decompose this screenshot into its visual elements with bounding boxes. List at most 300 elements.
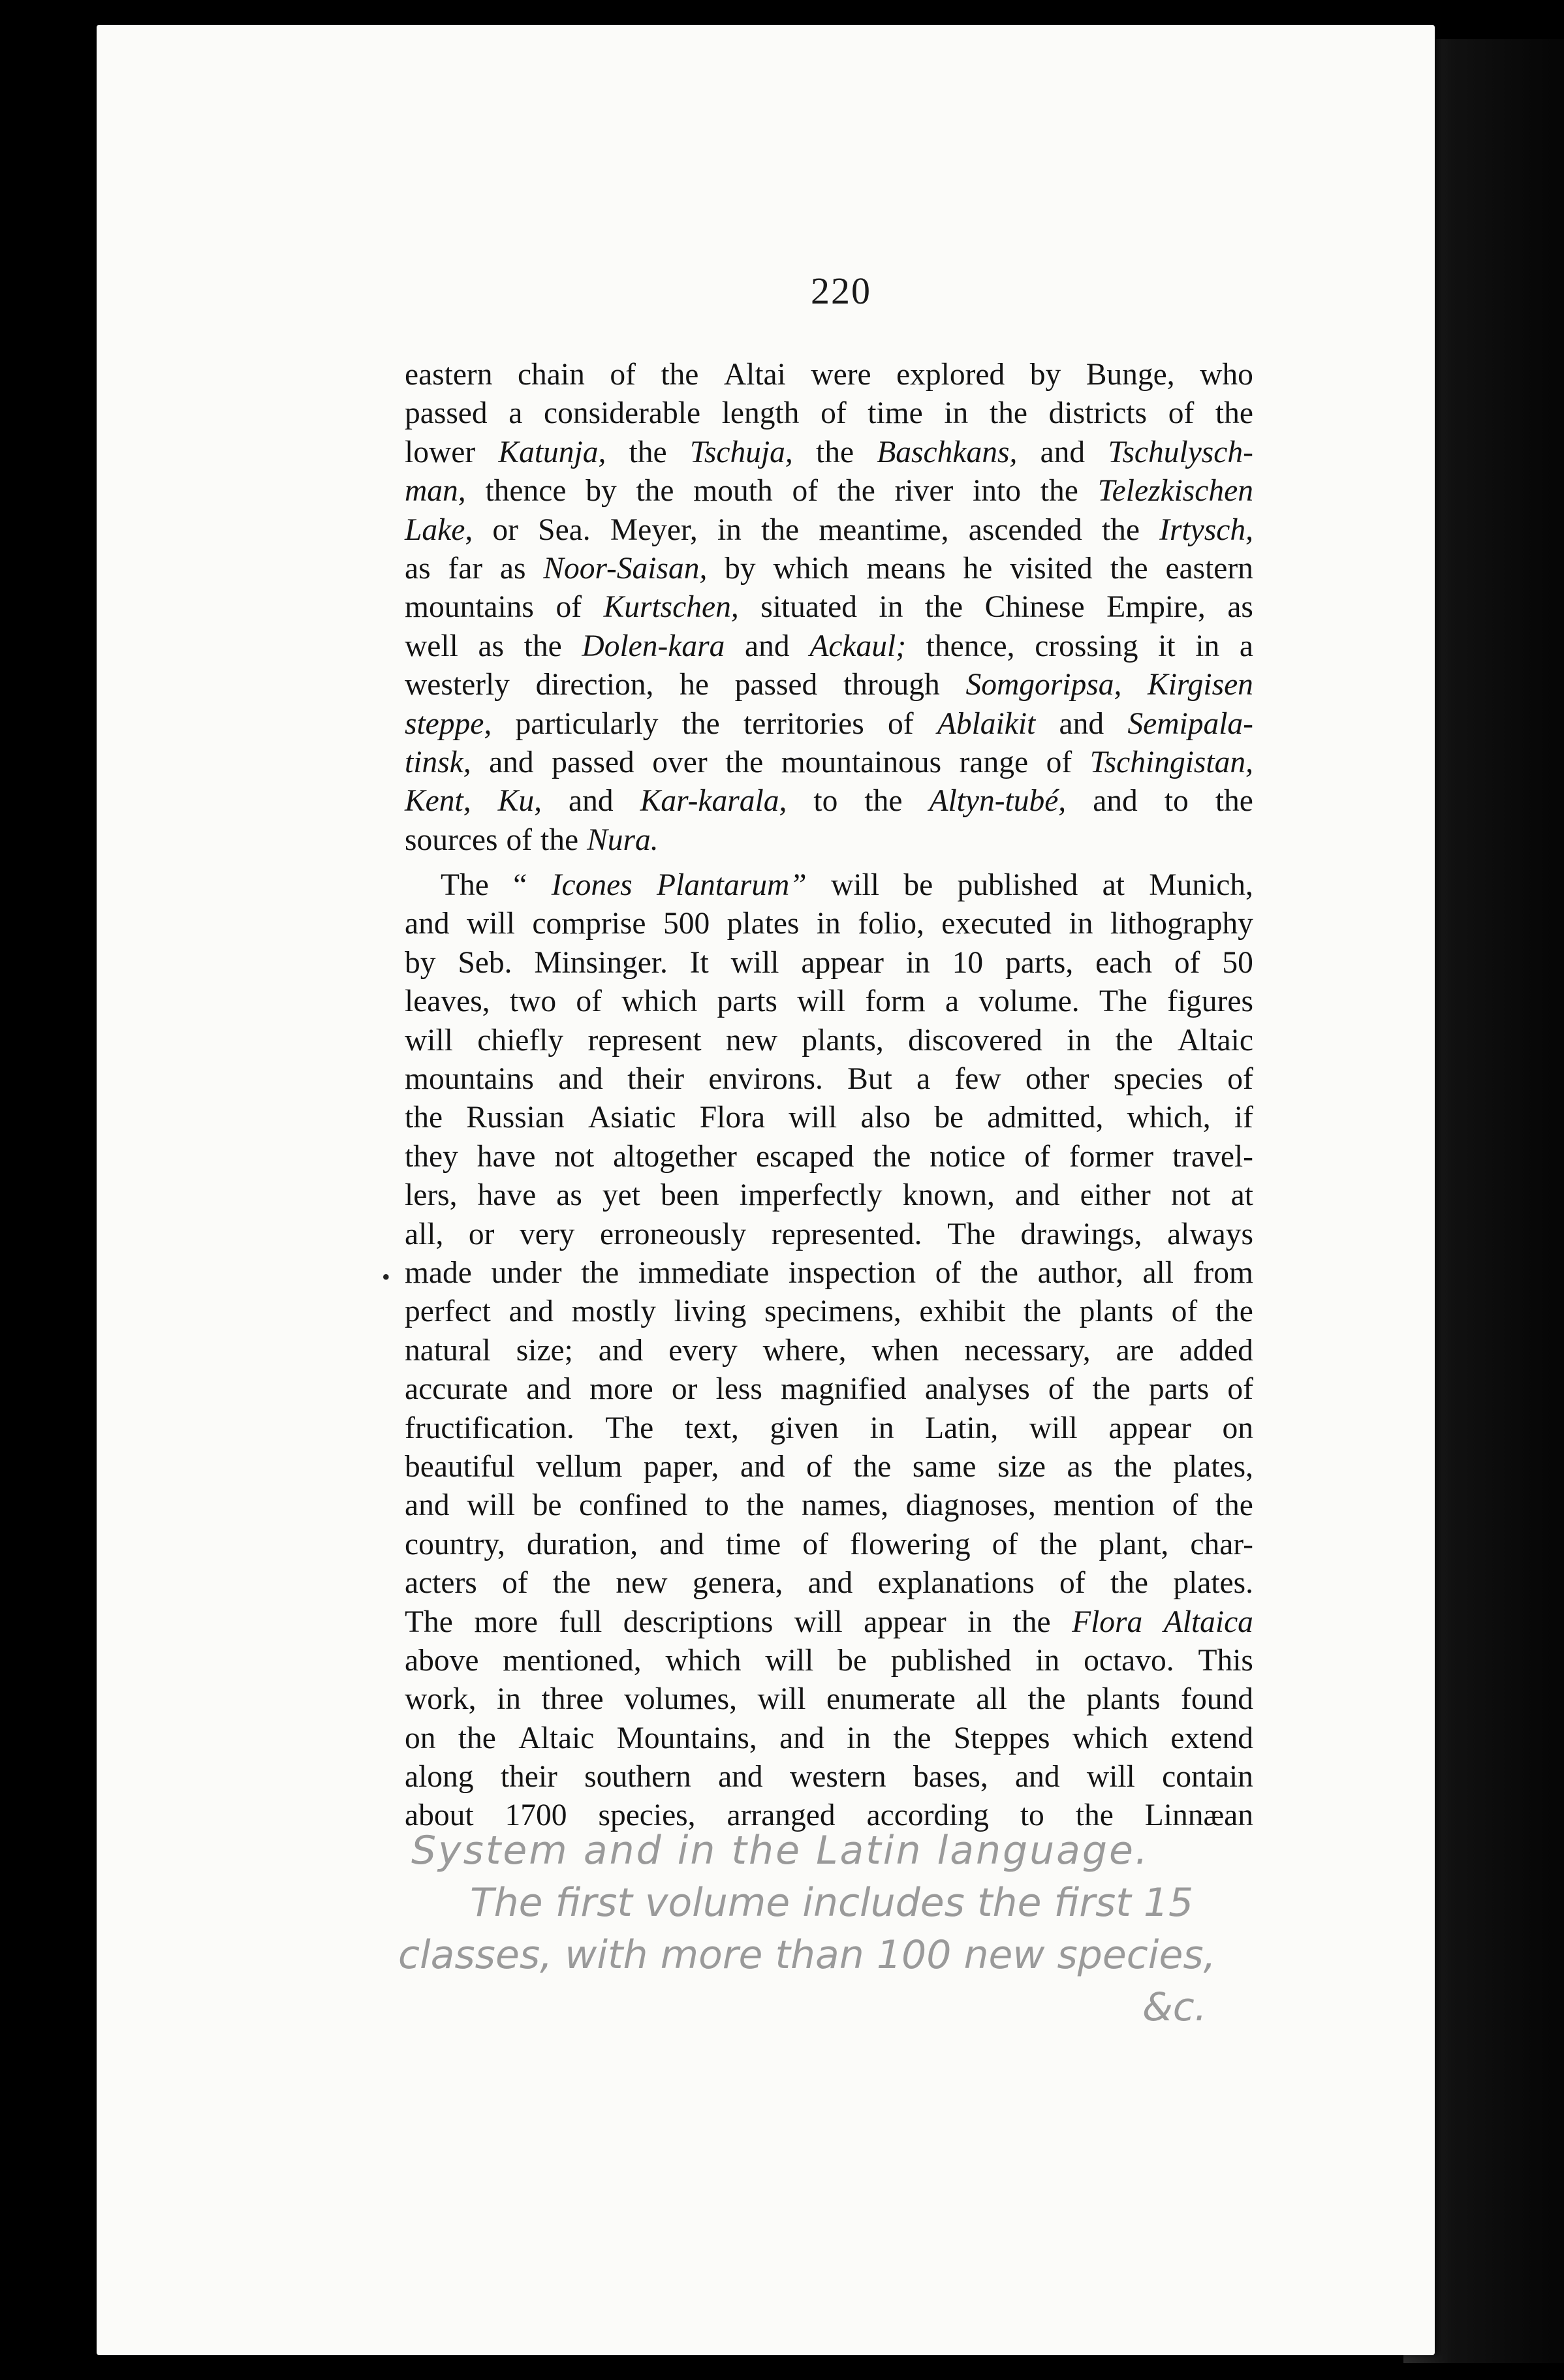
word: will bbox=[730, 945, 779, 980]
italic-word: Altyn-tubé, bbox=[929, 784, 1067, 819]
word: a bbox=[508, 396, 523, 431]
italic-word: Tschuja, bbox=[689, 435, 793, 469]
word: appear bbox=[864, 1605, 946, 1639]
word: over bbox=[652, 745, 708, 779]
word: by bbox=[405, 945, 436, 980]
word: Linnæan bbox=[1144, 1798, 1253, 1833]
text-line bbox=[405, 782, 1253, 821]
italic-word: Somgoripsa, bbox=[965, 668, 1122, 702]
word: mountainous bbox=[781, 745, 942, 779]
word: Latin, bbox=[925, 1411, 999, 1445]
word: very bbox=[520, 1217, 575, 1251]
word: by bbox=[1029, 358, 1061, 392]
word: and bbox=[745, 629, 790, 663]
text-line bbox=[405, 821, 1253, 860]
word: when bbox=[871, 1333, 939, 1368]
word: the bbox=[1115, 1023, 1153, 1057]
word: at bbox=[1230, 1178, 1253, 1213]
word: of bbox=[576, 984, 602, 1019]
word: the bbox=[893, 1721, 931, 1755]
text-line bbox=[405, 1176, 1253, 1215]
word: bases, bbox=[913, 1760, 988, 1794]
word: which bbox=[665, 1643, 742, 1678]
text-line bbox=[405, 1526, 1253, 1564]
word: volumes, bbox=[624, 1682, 737, 1717]
word: the bbox=[524, 629, 562, 663]
text-line bbox=[405, 588, 1253, 627]
word: direction, bbox=[535, 668, 654, 702]
word: either bbox=[1080, 1178, 1151, 1213]
word: in bbox=[905, 945, 930, 980]
italic-word: Telezkischen bbox=[1097, 474, 1253, 509]
word: of bbox=[610, 358, 636, 392]
text-line bbox=[405, 982, 1253, 1021]
word: The bbox=[405, 1605, 453, 1639]
word: will bbox=[797, 984, 846, 1019]
text-line bbox=[405, 1332, 1253, 1370]
word: other bbox=[1025, 1062, 1089, 1097]
word: are bbox=[1116, 1333, 1154, 1368]
italic-word: Irtysch, bbox=[1159, 512, 1253, 547]
word: plates. bbox=[1173, 1566, 1253, 1601]
word: and bbox=[508, 1294, 554, 1329]
word: into bbox=[973, 474, 1022, 509]
word: passed bbox=[552, 745, 634, 779]
word: the bbox=[1040, 474, 1078, 509]
handwritten-line: System and in the Latin language. bbox=[411, 1828, 1150, 1873]
italic-word: Kent, bbox=[405, 784, 471, 819]
word: which bbox=[1072, 1721, 1148, 1755]
text-line bbox=[405, 1564, 1253, 1603]
word: exhibit bbox=[919, 1294, 1006, 1329]
word: arranged bbox=[727, 1798, 836, 1833]
word: as bbox=[499, 551, 526, 586]
word: of bbox=[1048, 1372, 1074, 1407]
word: genera, bbox=[692, 1566, 783, 1601]
word: notice bbox=[930, 1139, 1006, 1174]
word: eastern bbox=[1165, 551, 1253, 586]
word: also bbox=[860, 1101, 911, 1135]
word: found bbox=[1181, 1682, 1253, 1717]
word: Seb. bbox=[458, 945, 512, 980]
word: means bbox=[866, 551, 946, 586]
word: Steppes bbox=[953, 1721, 1050, 1755]
word: published bbox=[890, 1643, 1012, 1678]
word: of bbox=[1172, 1488, 1198, 1523]
word: leaves, bbox=[405, 984, 490, 1019]
word: plant, bbox=[1099, 1527, 1169, 1561]
word: and bbox=[1059, 706, 1104, 741]
word: lower bbox=[405, 435, 476, 469]
word: as bbox=[1227, 590, 1253, 625]
word: acters bbox=[405, 1566, 477, 1601]
word: Bunge, bbox=[1086, 358, 1175, 392]
word: in bbox=[1069, 907, 1093, 941]
word: crossing bbox=[1035, 629, 1138, 663]
word: be bbox=[532, 1488, 562, 1523]
word: Chinese bbox=[984, 590, 1085, 625]
word: the bbox=[989, 396, 1027, 431]
word: the bbox=[1215, 1488, 1253, 1523]
word: country, bbox=[405, 1527, 505, 1561]
word: magnified bbox=[781, 1372, 907, 1407]
text-line bbox=[405, 666, 1253, 704]
word: through bbox=[843, 668, 940, 702]
word: escaped bbox=[755, 1139, 854, 1174]
word: not bbox=[554, 1139, 595, 1174]
word: The bbox=[605, 1411, 654, 1445]
italic-word: Ackaul; bbox=[809, 629, 907, 663]
word: westerly bbox=[405, 668, 510, 702]
word: flowering bbox=[849, 1527, 971, 1561]
text-line bbox=[405, 1292, 1253, 1331]
word: mountains bbox=[405, 590, 534, 625]
word: to bbox=[1164, 784, 1189, 819]
word: range bbox=[959, 745, 1029, 779]
word: and bbox=[598, 1333, 644, 1368]
word: and bbox=[1040, 435, 1086, 469]
word: the bbox=[873, 1139, 911, 1174]
italic-word: Baschkans, bbox=[877, 435, 1018, 469]
word: or bbox=[492, 512, 518, 547]
word: and bbox=[405, 907, 450, 941]
word: and bbox=[489, 745, 534, 779]
word: the bbox=[1110, 551, 1148, 586]
word: of bbox=[1059, 1566, 1086, 1601]
word: fructification. bbox=[405, 1411, 574, 1445]
text-line bbox=[405, 1409, 1253, 1448]
word: the bbox=[925, 590, 963, 625]
word: districts bbox=[1048, 396, 1148, 431]
word: been bbox=[661, 1178, 719, 1213]
word: and bbox=[807, 1566, 853, 1601]
word: full bbox=[559, 1605, 602, 1639]
word: mountains bbox=[405, 1062, 534, 1097]
word: above bbox=[405, 1643, 479, 1678]
word: he bbox=[680, 668, 709, 702]
word: in bbox=[1195, 629, 1220, 663]
word: perfect bbox=[405, 1294, 491, 1329]
word: more bbox=[589, 1372, 653, 1407]
word: inspection bbox=[788, 1255, 916, 1290]
word: the bbox=[1114, 1449, 1152, 1484]
word: Altaic bbox=[518, 1721, 595, 1755]
text-line bbox=[405, 1138, 1253, 1176]
text-line bbox=[405, 1254, 1253, 1292]
word: the bbox=[1012, 1605, 1051, 1639]
word: Empire, bbox=[1106, 590, 1206, 625]
word: admitted, bbox=[987, 1101, 1104, 1135]
word: every bbox=[668, 1333, 738, 1368]
italic-word: Dolen-kara bbox=[582, 629, 725, 663]
word: parts bbox=[717, 984, 777, 1019]
word: enumerate bbox=[826, 1682, 956, 1717]
word: Flora bbox=[699, 1101, 766, 1135]
word: the bbox=[1027, 1682, 1066, 1717]
text-line bbox=[405, 1758, 1253, 1796]
word: analyses bbox=[924, 1372, 1030, 1407]
word: thence bbox=[485, 474, 567, 509]
word: the bbox=[1101, 512, 1140, 547]
text-line bbox=[405, 394, 1253, 433]
word: 1700 bbox=[505, 1798, 567, 1833]
word: the bbox=[1075, 1798, 1114, 1833]
word: the bbox=[864, 784, 903, 819]
handwritten-line: classes, with more than 100 new species, bbox=[398, 1932, 1216, 1978]
word: The bbox=[947, 1217, 995, 1251]
word: The bbox=[1099, 984, 1148, 1019]
word: which, bbox=[1127, 1101, 1211, 1135]
word: considerable bbox=[544, 396, 701, 431]
word: a bbox=[916, 1062, 931, 1097]
word: of bbox=[506, 822, 533, 857]
word: the bbox=[1215, 784, 1253, 819]
word: and bbox=[740, 1449, 785, 1484]
word: to bbox=[813, 784, 838, 819]
word: the bbox=[980, 1255, 1018, 1290]
word: all, bbox=[405, 1217, 444, 1251]
word: have bbox=[477, 1178, 537, 1213]
text-line bbox=[405, 433, 1253, 472]
word: time bbox=[868, 396, 923, 431]
word: names, bbox=[801, 1488, 889, 1523]
word: parts bbox=[1148, 1372, 1210, 1407]
word: on bbox=[1222, 1411, 1253, 1445]
word: the bbox=[1039, 1527, 1078, 1561]
text-line bbox=[405, 705, 1253, 744]
word: octavo. bbox=[1084, 1643, 1174, 1678]
word: two bbox=[509, 984, 557, 1019]
word: the bbox=[1110, 1566, 1148, 1601]
word: discovered bbox=[908, 1023, 1042, 1057]
word: the bbox=[405, 1101, 443, 1135]
word: the bbox=[1215, 396, 1253, 431]
text-line bbox=[405, 905, 1253, 943]
word: few bbox=[954, 1062, 1001, 1097]
word: work, bbox=[405, 1682, 477, 1717]
word: territories bbox=[743, 706, 864, 741]
italic-word: Katunja, bbox=[498, 435, 606, 469]
word: western bbox=[789, 1760, 886, 1794]
word: known, bbox=[902, 1178, 995, 1213]
word: of bbox=[806, 1449, 832, 1484]
word: of bbox=[502, 1566, 528, 1601]
word: the bbox=[661, 358, 699, 392]
word: Russian bbox=[466, 1101, 565, 1135]
word: not bbox=[1170, 1178, 1211, 1213]
margin-bullet-mark: • bbox=[382, 1264, 390, 1290]
text-line bbox=[405, 356, 1253, 394]
italic-word: Kar-karala, bbox=[640, 784, 787, 819]
word: three bbox=[541, 1682, 604, 1717]
word: in bbox=[869, 1411, 894, 1445]
text-line bbox=[405, 1603, 1253, 1642]
word: comprise bbox=[532, 907, 646, 941]
word: the bbox=[540, 822, 579, 857]
word: by bbox=[586, 474, 617, 509]
word: time bbox=[725, 1527, 781, 1561]
italic-word: Lake, bbox=[405, 512, 473, 547]
word: a bbox=[945, 984, 960, 1019]
word: the bbox=[1023, 1294, 1061, 1329]
word: in bbox=[1035, 1643, 1060, 1678]
word: will bbox=[757, 1682, 806, 1717]
word: drawings, bbox=[1020, 1217, 1142, 1251]
text-line bbox=[405, 1022, 1253, 1060]
word: of bbox=[802, 1527, 828, 1561]
word: in bbox=[847, 1721, 871, 1755]
word: about bbox=[405, 1798, 474, 1833]
word: if bbox=[1234, 1101, 1253, 1135]
word: published bbox=[957, 868, 1078, 903]
word: plants bbox=[1079, 1294, 1154, 1329]
word: which bbox=[773, 551, 849, 586]
word: represented. bbox=[771, 1217, 922, 1251]
word: well bbox=[405, 629, 458, 663]
word: it bbox=[1158, 629, 1176, 663]
word: confined bbox=[579, 1488, 688, 1523]
word: meantime, bbox=[819, 512, 949, 547]
word: plates, bbox=[1173, 1449, 1253, 1484]
text-line bbox=[405, 1486, 1253, 1525]
word: Sea. bbox=[538, 512, 591, 547]
word: will bbox=[405, 1023, 453, 1057]
word: char- bbox=[1190, 1527, 1253, 1561]
word: and bbox=[1015, 1760, 1060, 1794]
word: in bbox=[1067, 1023, 1091, 1057]
word: size; bbox=[516, 1333, 573, 1368]
word: form bbox=[865, 984, 926, 1019]
italic-word: Kirgisen bbox=[1148, 668, 1253, 702]
word: diagnoses, bbox=[905, 1488, 1036, 1523]
word: descriptions bbox=[623, 1605, 774, 1639]
word: in bbox=[717, 512, 742, 547]
italic-word: Flora bbox=[1072, 1605, 1143, 1639]
text-line bbox=[405, 472, 1253, 510]
word: environs. bbox=[708, 1062, 823, 1097]
italic-word: Tschingistan, bbox=[1089, 745, 1253, 779]
word: be bbox=[837, 1643, 867, 1678]
word: in bbox=[497, 1682, 522, 1717]
word: immediate bbox=[638, 1255, 770, 1290]
word: the bbox=[816, 435, 854, 469]
word: living bbox=[674, 1294, 747, 1329]
word: in bbox=[816, 907, 841, 941]
word: will bbox=[467, 1488, 516, 1523]
word: made bbox=[405, 1255, 472, 1290]
handwritten-line: &c. bbox=[1142, 1984, 1207, 2030]
italic-word: Nura. bbox=[587, 822, 659, 857]
text-line bbox=[405, 1719, 1253, 1758]
word: all bbox=[976, 1682, 1007, 1717]
word: contain bbox=[1162, 1760, 1253, 1794]
handwritten-line: The first volume includes the first 15 bbox=[470, 1880, 1194, 1926]
paragraph-gap bbox=[405, 860, 1253, 866]
word: paper, bbox=[643, 1449, 719, 1484]
word: ascended bbox=[968, 512, 1082, 547]
word: more bbox=[474, 1605, 538, 1639]
word: size bbox=[997, 1449, 1046, 1484]
word: the bbox=[1092, 1372, 1131, 1407]
word: Mountains, bbox=[616, 1721, 757, 1755]
body-text bbox=[405, 356, 1253, 1836]
word: be bbox=[934, 1101, 964, 1135]
word: of bbox=[992, 1527, 1018, 1561]
word: altogether bbox=[613, 1139, 737, 1174]
word: or bbox=[468, 1217, 495, 1251]
word: chain bbox=[517, 358, 585, 392]
italic-word: Ablaikit bbox=[937, 706, 1036, 741]
word: species, bbox=[598, 1798, 696, 1833]
word: extend bbox=[1170, 1721, 1253, 1755]
word: of bbox=[792, 474, 819, 509]
word: This bbox=[1198, 1643, 1253, 1678]
word: new bbox=[725, 1023, 778, 1057]
word: the bbox=[458, 1721, 496, 1755]
word: visited bbox=[1010, 551, 1093, 586]
word: plates bbox=[727, 907, 800, 941]
word: of bbox=[1227, 1372, 1253, 1407]
word: will bbox=[831, 868, 879, 903]
word: along bbox=[405, 1760, 474, 1794]
word: from bbox=[1193, 1255, 1253, 1290]
word: plants, bbox=[802, 1023, 884, 1057]
word: and bbox=[405, 1488, 450, 1523]
word: the bbox=[629, 435, 667, 469]
word: and bbox=[779, 1721, 824, 1755]
word: and bbox=[558, 1062, 603, 1097]
word: of bbox=[887, 706, 914, 741]
italic-word: Kurtschen, bbox=[603, 590, 739, 625]
word: will bbox=[1086, 1760, 1135, 1794]
word: in bbox=[967, 1605, 992, 1639]
word: be bbox=[903, 868, 933, 903]
word: imperfectly bbox=[739, 1178, 883, 1213]
word: will bbox=[1029, 1411, 1078, 1445]
word: as bbox=[556, 1178, 582, 1213]
word: vellum bbox=[536, 1449, 623, 1484]
word: to bbox=[1020, 1798, 1044, 1833]
word: and bbox=[659, 1527, 704, 1561]
word: mouth bbox=[693, 474, 773, 509]
word: he bbox=[963, 551, 993, 586]
word: and bbox=[1093, 784, 1138, 819]
word: plants bbox=[1086, 1682, 1161, 1717]
word: species bbox=[1113, 1062, 1204, 1097]
italic-word: Noor-Saisan, bbox=[543, 551, 708, 586]
text-line bbox=[405, 744, 1253, 782]
word: will bbox=[794, 1605, 843, 1639]
word: length bbox=[721, 396, 800, 431]
word: and bbox=[1014, 1178, 1060, 1213]
word: under bbox=[491, 1255, 562, 1290]
word: always bbox=[1167, 1217, 1253, 1251]
word: lers, bbox=[405, 1178, 458, 1213]
word: in bbox=[944, 396, 969, 431]
word: sources bbox=[405, 822, 498, 857]
word: accurate bbox=[405, 1372, 508, 1407]
word: 10 bbox=[952, 945, 984, 980]
word: The bbox=[441, 868, 489, 903]
text-line bbox=[405, 511, 1253, 550]
page-number: 220 bbox=[811, 270, 871, 312]
word: the bbox=[853, 1449, 892, 1484]
word: of bbox=[1024, 1139, 1050, 1174]
text-line bbox=[405, 944, 1253, 982]
word: of bbox=[821, 396, 847, 431]
word: their bbox=[627, 1062, 685, 1097]
word: all bbox=[1142, 1255, 1174, 1290]
